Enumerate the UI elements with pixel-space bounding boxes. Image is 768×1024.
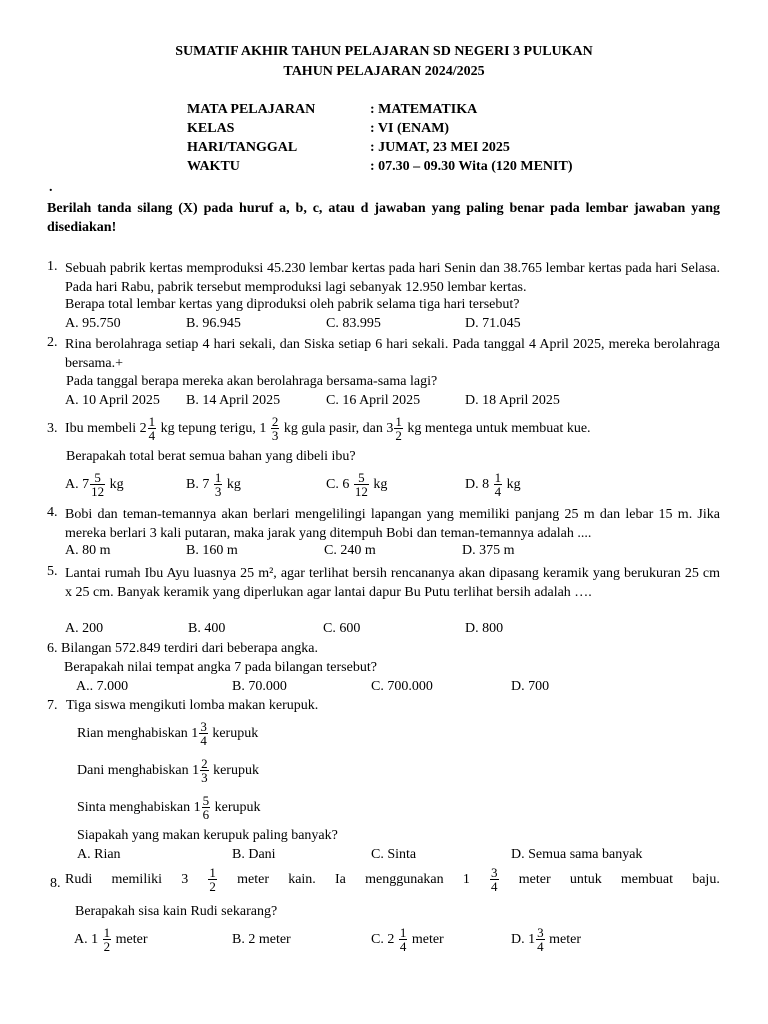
q4-option-a[interactable]: A. 80 m bbox=[65, 543, 111, 558]
q8-text: Rudi memiliki 3 1 2 meter kain. Ia menggunakan 1 3 4 meter untuk membuat baju. bbox=[65, 865, 720, 894]
time-value: : 07.30 – 09.30 Wita (120 MENIT) bbox=[370, 159, 573, 174]
class-label: KELAS bbox=[187, 121, 235, 136]
q1-number: 1. bbox=[47, 259, 58, 274]
q3-text-part4: kg mentega untuk membuat kue. bbox=[407, 421, 591, 436]
q7-sinta: Sinta menghabiskan 1 $\frac{5}{6}$ kerupuk bbox=[77, 793, 261, 823]
time-label: WAKTU bbox=[187, 159, 240, 174]
q4-option-b[interactable]: B. 160 m bbox=[186, 543, 238, 558]
q7-option-b[interactable]: B. Dani bbox=[232, 847, 276, 862]
q7-option-c[interactable]: C. Sinta bbox=[371, 847, 417, 862]
q5-option-b[interactable]: B. 400 bbox=[188, 621, 226, 636]
date-value: : JUMAT, 23 MEI 2025 bbox=[370, 140, 510, 155]
q7-text: Tiga siswa mengikuti lomba makan kerupuk. bbox=[66, 698, 319, 713]
q2-option-b[interactable]: B. 14 April 2025 bbox=[186, 393, 281, 408]
q7-number: 7. bbox=[47, 698, 58, 713]
q6-option-a[interactable]: A.. 7.000 bbox=[76, 679, 129, 694]
q8-option-c[interactable]: C. 2 $\frac{1}{4}$ meter bbox=[371, 925, 444, 955]
fraction-1-2: $\frac{1}{2}$ bbox=[395, 414, 402, 444]
class-value: : VI (ENAM) bbox=[370, 121, 450, 136]
q8-number: 8. bbox=[50, 876, 61, 891]
subject-value: : MATEMATIKA bbox=[370, 102, 478, 117]
instruction: Berilah tanda silang (X) pada huruf a, b, c, atau d jawaban yang paling benar pada lembar jawaban yang disediakan! bbox=[47, 201, 720, 235]
q7-option-a[interactable]: A. Rian bbox=[77, 847, 121, 862]
q8-option-a[interactable]: A. 1 $\frac{1}{2}$ meter bbox=[74, 925, 148, 955]
fraction-1-4: $\frac{1}{4}$ bbox=[148, 414, 156, 444]
q2-option-d[interactable]: D. 18 April 2025 bbox=[465, 393, 560, 408]
q4-text: Bobi dan teman-temannya akan berlari mengelilingi lapangan yang memiliki panjang 25 m dan lebar 15 m. Jika mereka berlari 3 kali putaran, maka jarak yang ditempuh Bobi dan teman-temannya adalah .... bbox=[65, 507, 720, 541]
q2-option-c[interactable]: C. 16 April 2025 bbox=[326, 393, 421, 408]
q4-option-d[interactable]: D. 375 m bbox=[462, 543, 515, 558]
q5-option-a[interactable]: A. 200 bbox=[65, 621, 104, 636]
q7-rian: Rian menghabiskan 1 $\frac{3}{4}$ kerupuk bbox=[77, 719, 259, 749]
q7-option-d[interactable]: D. Semua sama banyak bbox=[511, 847, 643, 862]
q1-option-a[interactable]: A. 95.750 bbox=[65, 316, 121, 331]
q3-text-part3: kg gula pasir, dan 3 bbox=[283, 421, 394, 436]
q2-number: 2. bbox=[47, 335, 58, 350]
q6-option-c[interactable]: C. 700.000 bbox=[371, 679, 433, 694]
q8-option-d[interactable]: D. 1 $\frac{3}{4}$ meter bbox=[511, 925, 581, 955]
q5-option-c[interactable]: C. 600 bbox=[323, 621, 361, 636]
q1-option-b[interactable]: B. 96.945 bbox=[186, 316, 241, 331]
q3-option-d[interactable]: D. 8 $\frac{1}{4}$ kg bbox=[465, 470, 521, 500]
fraction-3-4: 3 4 bbox=[491, 865, 498, 894]
date-label: HARI/TANGGAL bbox=[187, 140, 298, 155]
q5-text: Lantai rumah Ibu Ayu luasnya 25 m², agar terlihat bersih rencananya akan dipasang keramik yang berukuran 25 cm x 25 cm. Banyak keramik yang diperlukan agar lantai dapur Bu Putu terlihat bersih adalah …. bbox=[65, 566, 720, 600]
q3-text-part1: Ibu membeli 2 bbox=[65, 421, 147, 436]
q6-text: 6. Bilangan 572.849 terdiri dari beberapa angka. bbox=[47, 641, 318, 656]
q6-option-b[interactable]: B. 70.000 bbox=[232, 679, 287, 694]
exam-year: TAHUN PELAJARAN 2024/2025 bbox=[283, 64, 485, 79]
q2-option-a[interactable]: A. 10 April 2025 bbox=[65, 393, 160, 408]
exam-title: SUMATIF AKHIR TAHUN PELAJARAN SD NEGERI 3 PULUKAN bbox=[175, 44, 593, 59]
q6-question: Berapakah nilai tempat angka 7 pada bilangan tersebut? bbox=[64, 660, 377, 675]
q5-number: 5. bbox=[47, 564, 58, 579]
q8-option-b[interactable]: B. 2 meter bbox=[232, 932, 291, 947]
q8-question: Berapakah sisa kain Rudi sekarang? bbox=[75, 904, 278, 919]
q6-option-d[interactable]: D. 700 bbox=[511, 679, 550, 694]
fraction-1-2: 1 2 bbox=[209, 865, 216, 894]
q1-option-d[interactable]: D. 71.045 bbox=[465, 316, 521, 331]
q3-question: Berapakah total berat semua bahan yang dibeli ibu? bbox=[66, 449, 356, 464]
q2-question: Pada tanggal berapa mereka akan berolahraga bersama-sama lagi? bbox=[66, 374, 438, 389]
q3-text-part2: kg tepung terigu, 1 bbox=[160, 421, 267, 436]
q5-option-d[interactable]: D. 800 bbox=[465, 621, 504, 636]
q7-dani: Dani menghabiskan 1 $\frac{2}{3}$ kerupuk bbox=[77, 756, 259, 786]
q2-text: Rina berolahraga setiap 4 hari sekali, dan Siska setiap 6 hari sekali. Pada tanggal 4 April 2025, mereka berolahraga bersama.+ bbox=[65, 337, 720, 371]
q1-option-c[interactable]: C. 83.995 bbox=[326, 316, 381, 331]
q3-option-b[interactable]: B. 7 $\frac{1}{3}$ kg bbox=[186, 470, 241, 500]
q3-option-c[interactable]: C. 6 $\frac{5}{12}$ kg bbox=[326, 470, 388, 500]
q1-question: Berapa total lembar kertas yang diproduksi oleh pabrik selama tiga hari tersebut? bbox=[65, 297, 520, 312]
q3-text bbox=[65, 411, 591, 447]
q4-number: 4. bbox=[47, 505, 58, 520]
fraction-2-3: $\frac{2}{3}$ bbox=[271, 414, 279, 444]
q3-option-a[interactable]: A. 7 $\frac{5}{12}$ kg bbox=[65, 470, 124, 500]
subject-label: MATA PELAJARAN bbox=[187, 102, 316, 117]
stray-dot: . bbox=[49, 180, 53, 195]
q3-number: 3. bbox=[47, 421, 58, 436]
q4-option-c[interactable]: C. 240 m bbox=[324, 543, 376, 558]
q7-question: Siapakah yang makan kerupuk paling banyak? bbox=[77, 828, 338, 843]
q1-text: Sebuah pabrik kertas memproduksi 45.230 lembar kertas pada hari Senin dan 38.765 lembar kertas pada hari Selasa. Pada hari Rabu, pabrik tersebut memproduksi lagi sebanyak 12.950 lembar kertas. bbox=[65, 261, 720, 295]
